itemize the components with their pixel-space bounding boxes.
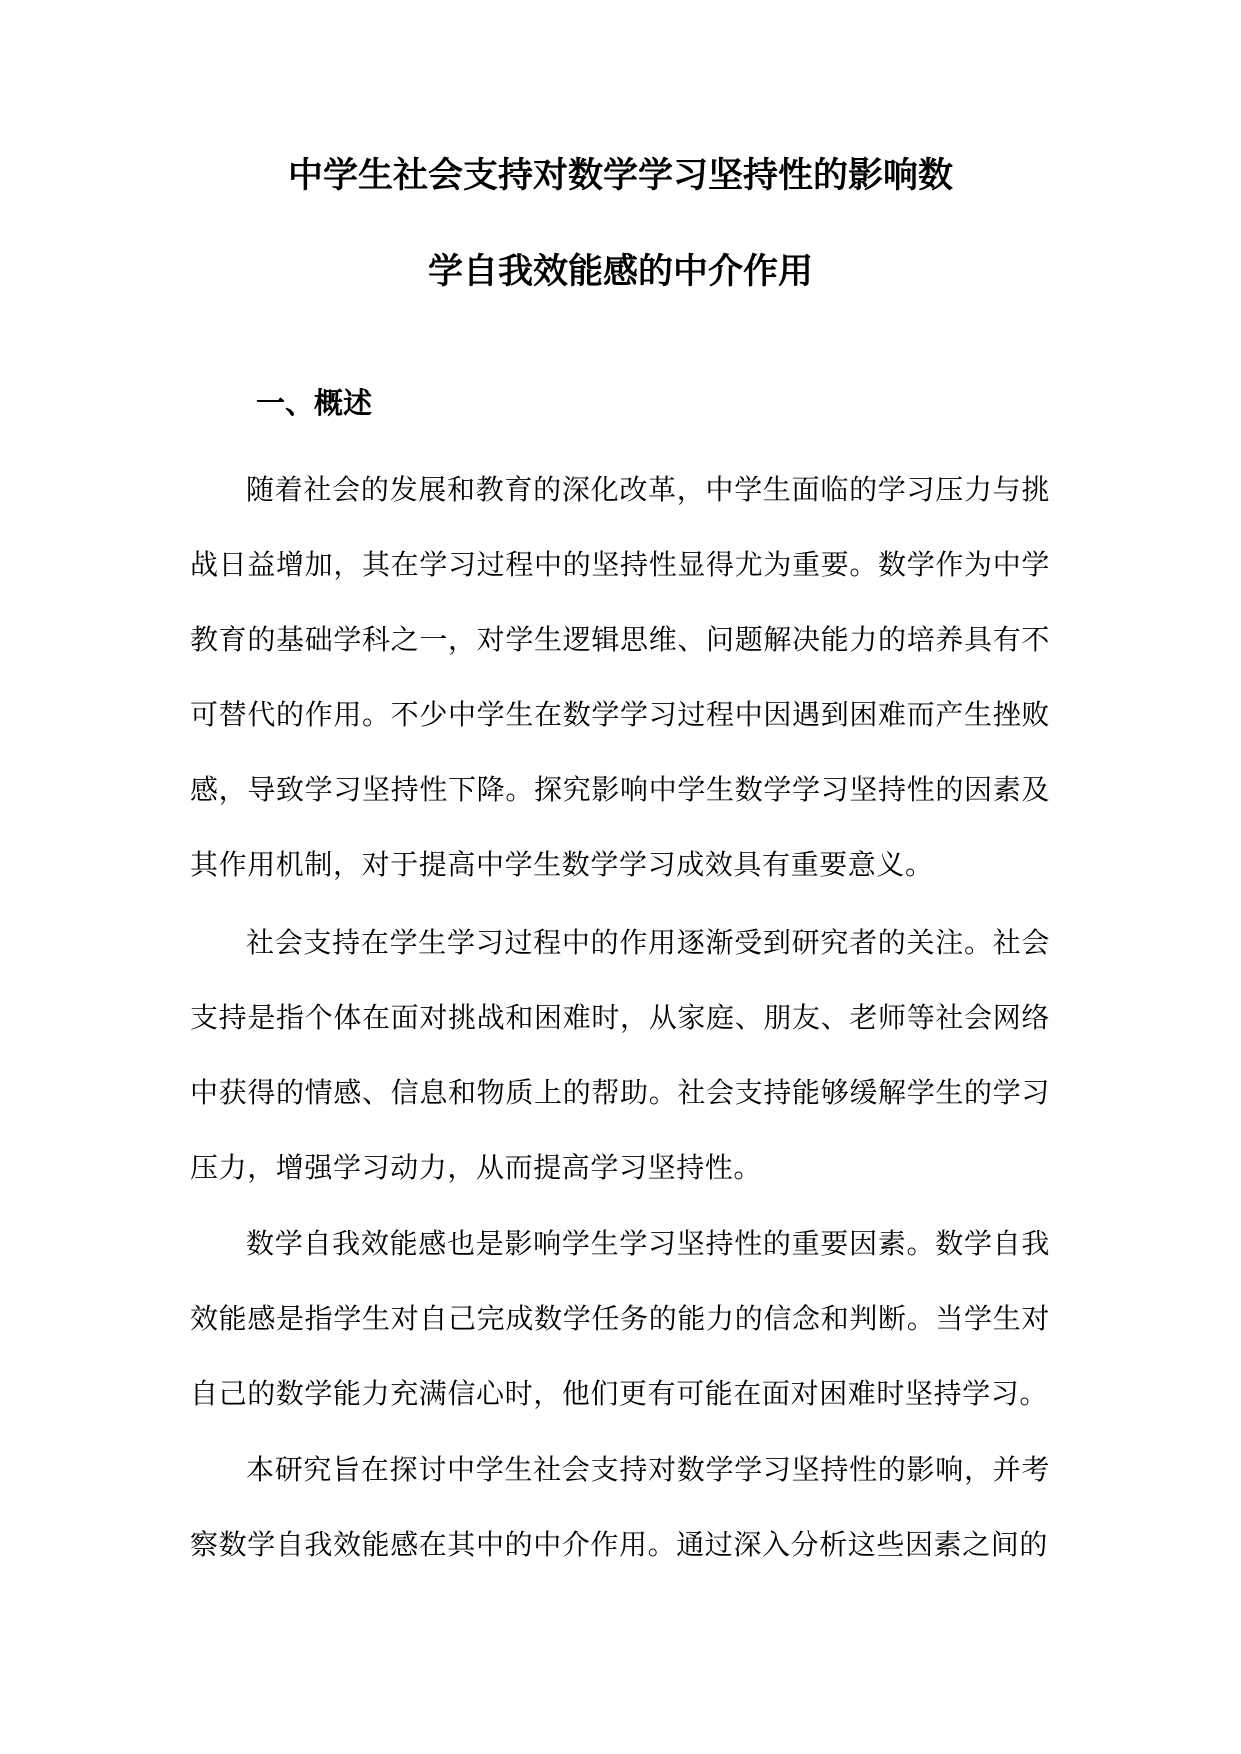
section-heading: 一、概述 [256,386,373,420]
paragraph-2: 社会支持在学生学习过程中的作用逐渐受到研究者的关注。社会支持是指个体在面对挑战和困难时，从家庭、朋友、老师等社会网络中获得的情感、信息和物质上的帮助。社会支持能够缓解学生的学习压力，增强学习动力，从而提高学习坚持性。 [190,926,1050,1184]
document-title-line-1: 中学生社会支持对数学学习坚持性的影响数 [287,156,953,196]
paragraph-3: 数学自我效能感也是影响学生学习坚持性的重要因素。数学自我效能感是指学生对自己完成数学任务的能力的信念和判断。当学生对自己的数学能力充满信心时，他们更有可能在面对困难时坚持学习。 [190,1227,1050,1410]
paragraph-4: 本研究旨在探讨中学生社会支持对数学学习坚持性的影响，并考察数学自我效能感在其中的中介作用。通过深入分析这些因素之间的 [190,1453,1050,1561]
paragraph-1: 随着社会的发展和教育的深化改革，中学生面临的学习压力与挑战日益增加，其在学习过程中的坚持性显得尤为重要。数学作为中学教育的基础学科之一，对学生逻辑思维、问题解决能力的培养具有不可替代的作用。不少中学生在数学学习过程中因遇到困难而产生挫败感，导致学习坚持性下降。探究影响中学生数学学习坚持性的因素及其作用机制，对于提高中学生数学学习成效具有重要意义。 [190,473,1050,881]
document-title-line-2: 学自我效能感的中介作用 [427,252,813,292]
